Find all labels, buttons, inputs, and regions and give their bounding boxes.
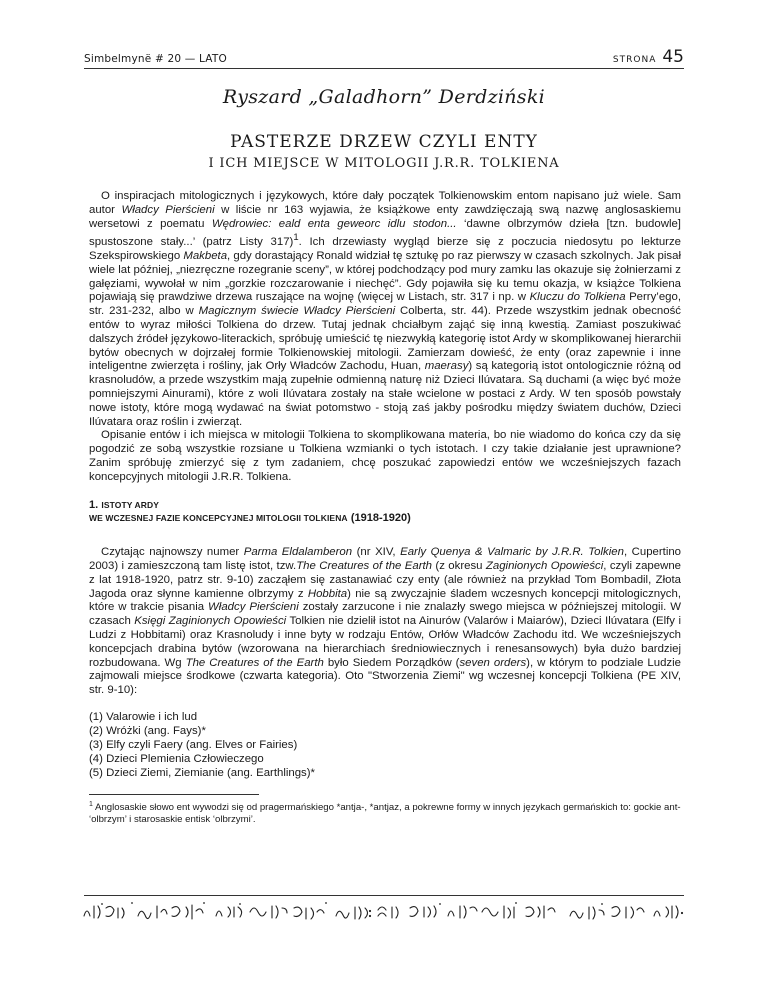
orders-list xyxy=(89,710,681,780)
list-item: (5) Dzieci Ziemi, Ziemianie (ang. Earthlings)* xyxy=(89,766,315,779)
list-item: (3) Elfy czyli Faery (ang. Elves or Fairies) xyxy=(89,738,298,751)
footnote xyxy=(89,799,681,826)
tengwar-inscription-icon xyxy=(80,900,690,922)
section-title: ISTOTY ARDY xyxy=(101,499,159,510)
section-heading xyxy=(89,499,681,527)
page-number-block xyxy=(613,47,684,67)
footnote-marker: 1 xyxy=(89,800,93,808)
section-number: 1. xyxy=(89,498,99,511)
list-item: (2) Wróżki (ang. Fays)* xyxy=(89,724,206,737)
paragraph: Opisanie entów i ich miejsca w mitologii Tolkiena to skomplikowana materia, bo nie wiadomo do końca czy da się pogodzić ze sobą wszystkie rozsiane u Tolkiena wzmianki o tych istotach. I czy takie działanie jest uprawnione? Zanim spróbuję zmierzyć się z tym zadaniem, chcę poszukać zapowiedzi entów we wcześniejszych fazach koncepcyjnych mitologii J.R.R. Tolkiena. xyxy=(89,429,681,483)
footnote-rule xyxy=(89,794,259,795)
paragraph: O inspiracjach mitologicznych i językowych, które dały początek Tolkienowskim entom napisano już wiele. Sam autor Władcy Pierścieni w liście nr 163 wyjawia, że książkowe enty zawdzięczają swą nazwę anglosaskiemu wersetowi z poematu Wędrowiec: eald enta geweorc idlu stodon... ‘dawne olbrzymów dzieła [tzn. budowle] spustoszone stały...’ (patrz Listy 317)$^1$. Ich drzewiasty wygląd bierze się z poczucia niedosytu po lekturze Szekspirowskiego Makbeta, gdy dorastający Ronald widział tę sztukę po raz pierwszy w czasach szkolnych. Jak pisał wiele lat później, „niezręczne rozegranie sceny”, w której podchodzący pod mury zamku las okazuje się żołnierzami z gałęziami, wywołał w nim „gorzkie rozczarowanie i niechęć”. Gdy pojawiła się ku temu okazja, w książce Tolkiena pojawiają się prawdziwe drzewa ruszające na wojnę (więcej w Listach, str. 317 i np. w Kluczu do Tolkiena Perry’ego, str. 231-232, albo w Magicznym świecie Władcy Pierścieni Colberta, str. 44). Przede wszystkim jednak obecność entów to wyraz miłości Tolkiena do drzew. Tutaj jednak chciałbym zająć się inną kwestią. Zamiast poszukiwać dalszych źródeł językowo-literackich, spróbuję umieścić tę niezwykłą kategorię istot Ardy w skomplikowanej hierarchii bytów obecnych w dojrzałej formie Tolkienowskiej mitologii. Zamierzam dowieść, że enty (oraz zapewnie i inne inteligentne zwierzęta i rośliny, jak Orły Władców Zachodu, Huan, maerasy) są kategorią istot ontologicznie różną od krasnoludów, a przede wszystkim mają zupełnie odmienną naturę niż Dzieci Ilúvatara. Są duchami (a więc być może pomniejszymi Ainurami), które z woli Ilúvatara zostały na stałe wcielone w postaci z Ardy. W ten sposób powstały nowe istoty, które mogą wydawać na świat potomstwo - stoją zaś jakby pośrodku między światem duchów, Dzieci Ilúvatara oraz roślin i zwierząt. xyxy=(89,190,681,428)
page-label: STRONA xyxy=(612,55,657,65)
paragraph: Czytając najnowszy numer Parma Eldalamberon (nr XIV, Early Quenya & Valmaric by J.R.R. Tolkien, Cupertino 2003) i zamieszczoną tam listę istot, tzw.The Creatures of the Earth (z okresu Zaginionych Opowieści, czyli zapewne z lat 1918-1920, patrz str. 9-10) zacząłem się zastanawiać czy enty (ale również na przykład Tom Bombadil, Złota Jagoda oraz słynne kamienne olbrzymy z Hobbita) nie są zwyczajnie śladem wczesnych koncepcji mitologicznych, które w trakcie pisania Władcy Pierścieni zostały zarzucone i nie znalazły swego miejsca w późniejszej mitologii. W czasach Księgi Zaginionych Opowieści Tolkien nie dzielił istot na Ainurów (Valarów i Maiarów), Dzieci Ilúvatara (Elfy i Ludzi z Hobbitami) oraz Krasnoludy i inne byty w rodzaju Entów, Orłów Władców Zachodu itd. We wcześniejszych koncepcjach drabina bytów (wzorowana na hierarchiach średniowiecznych i renesansowych) była dużo bardziej rozbudowana. Wg The Creatures of the Earth było Siedem Porządków (seven orders), w którym to podziale Ludzie zajmowali miejsce środkowe (czwarta kategoria). Oto "Stworzenia Ziemi" wg wczesnej koncepcji Tolkiena (PE XIV, str. 9-10): xyxy=(89,546,682,697)
magazine-issue: Simbelmynë # 20 — LATO xyxy=(84,53,227,65)
page-header xyxy=(84,47,684,69)
article-subtitle: I ICH MIEJSCE W MITOLOGII J.R.R. TOLKIENA xyxy=(208,156,560,171)
article-body xyxy=(89,190,681,826)
footnote-text: Anglosaskie słowo ent wywodzi się od pragermańskiego *antja-, *antjaz, a pokrewne formy w innych językach germańskich to: gockie ant- ‘olbrzym’ i starosaskie entisk ‘olbrzymi’. xyxy=(89,802,681,826)
section-subtitle: WE WCZESNEJ FAZIE KONCEPCYJNEJ MITOLOGII TOLKIENA xyxy=(89,513,348,524)
list-item: (4) Dzieci Plemienia Człowieczego xyxy=(89,752,264,765)
list-item: (1) Valarowie i ich lud xyxy=(89,710,198,723)
section-years: (1918-1920) xyxy=(350,512,411,525)
header-rule xyxy=(84,68,684,69)
article-title: PASTERZE DRZEW CZYLI ENTY xyxy=(230,132,538,152)
page-number: 45 xyxy=(662,47,684,67)
footer-rule xyxy=(84,895,684,896)
article-author: Ryszard „Galadhorn” Derdziński xyxy=(222,86,546,108)
